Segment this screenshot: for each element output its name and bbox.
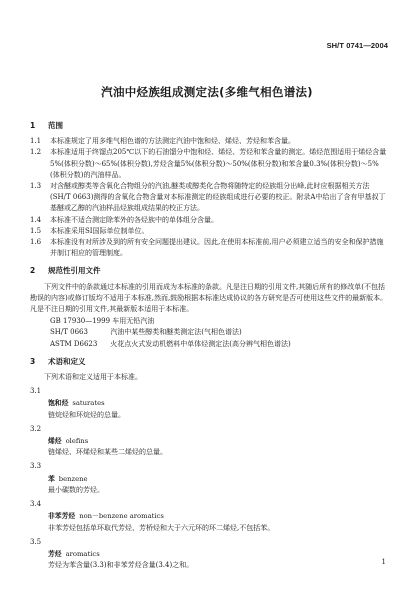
- clause-1-1: [30, 136, 388, 147]
- reference-item: [30, 327, 388, 338]
- term-heading: [30, 436, 388, 447]
- term-heading: [30, 398, 388, 409]
- reference-item: [30, 339, 388, 350]
- section-3-intro: 下列术语和定义适用于本标准。: [44, 373, 142, 382]
- section-heading-1: [30, 120, 388, 131]
- clause-number: 1.3: [30, 182, 42, 191]
- term-3-4: [30, 499, 388, 534]
- term-number: 3.2: [30, 424, 42, 433]
- term-definition: 芳烃为苯含量(3.3)和非苯芳烃含量(3.4)之和。: [48, 561, 194, 570]
- reference-title: 火花点火式发动机燃料中单体烃测定法(高分辨气相色谱法): [110, 339, 291, 348]
- term-heading: [30, 549, 388, 560]
- section-number: 3: [30, 356, 36, 366]
- clause-text: 对含醚或醇类等含氧化合物组分的汽油,醚类或醇类化合物将随特定的烃族组分出峰,此时应根据相关方法(SH/T 0663)测得的含氧化合物含量对本标准测定的烃族组成进行必要的校正。附录A中给出了含有甲基叔丁基醚或乙醇的汽油样品烃族组成结果的校正方法。: [50, 182, 386, 213]
- term-3-3: [30, 461, 388, 496]
- page-number: 1: [381, 558, 386, 566]
- clause-number: 1.4: [30, 215, 42, 224]
- term-heading: [30, 474, 388, 485]
- clause-text: 本标准没有对所涉及到的所有安全问题提出建议。因此,在使用本标准前,用户必须建立适当的安全和保护措施并制订相应的管理制度。: [50, 238, 384, 258]
- reference-title: 车用无铅汽油: [112, 317, 155, 326]
- clause-text: 本标准适用于终馏点205℃以下的石油馏分中饱和烃、烯烃、芳烃和苯含量的测定。烯烃范围适用于烯烃含量5%(体积分数)～65%(体积分数),芳烃含量5%(体积分数)～50%(体积分数)和苯含量0.3%(体积分数)～5%(体积分数)的汽油样品。: [50, 148, 387, 179]
- term-zh: 芳烃: [48, 549, 62, 558]
- clause-number: 1.5: [30, 226, 42, 235]
- reference-list: [30, 316, 388, 350]
- term-en: saturates: [72, 399, 105, 408]
- clause-1-3: [30, 181, 388, 215]
- clause-number: 1.6: [30, 238, 42, 247]
- term-3-1: [30, 386, 388, 421]
- term-3-5: [30, 537, 388, 572]
- term-zh: 苯: [48, 474, 55, 483]
- clause-1-5: [30, 226, 388, 237]
- reference-code: ASTM D6623: [50, 339, 98, 348]
- term-en: non－benzene aromatics: [79, 512, 164, 521]
- term-zh: 饱和烃: [48, 399, 69, 408]
- reference-code: GB 17930—1999: [50, 317, 111, 326]
- term-definition: 链烯烃、环烯烃和某些二烯烃的总量。: [48, 448, 167, 457]
- clause-text: 本标准采用SI国际单位制单位。: [50, 226, 149, 235]
- clause-1-4: [30, 215, 388, 226]
- term-number: 3.1: [30, 387, 42, 396]
- clause-1-6: [30, 237, 388, 259]
- section-title: 范围: [48, 121, 63, 130]
- clause-text: 本标准规定了用多维气相色谱的方法测定汽油中饱和烃、烯烃、芳烃和苯含量。: [50, 137, 295, 146]
- clause-text: 本标准不适合测定除苯外的各烃族中的单体组分含量。: [50, 215, 218, 224]
- document-body: [30, 120, 388, 571]
- term-definition: 非苯芳烃包括单环取代芳烃、芳桥烃和大于六元环的环二烯烃,不包括苯。: [48, 523, 275, 532]
- term-en: olefins: [65, 437, 89, 446]
- section-number: 1: [30, 121, 36, 130]
- section-2-intro: 下列文件中的条款通过本标准的引用而成为本标准的条款。凡是注日期的引用文件,其随后所有的修改单(不包括勘误的内容)或修订版均不适用于本标准,然而,鼓励根据本标准达成协议的各方研究是否可使用这些文件的最新版本。凡是不注日期的引用文件,其最新版本适用于本标准。: [30, 282, 388, 314]
- section-title: 术语和定义: [48, 356, 86, 366]
- term-number: 3.3: [30, 462, 42, 471]
- clause-number: 1.1: [30, 137, 42, 146]
- section-number: 2: [30, 266, 36, 276]
- section-heading-2: [30, 265, 388, 276]
- reference-code: SH/T 0663: [50, 328, 88, 337]
- term-en: benzene: [58, 474, 88, 483]
- term-definition: 最小碳数的芳烃。: [48, 485, 104, 494]
- standard-code: SH/T 0741—2004: [326, 41, 388, 50]
- clause-number: 1.2: [30, 148, 42, 157]
- term-heading: [30, 511, 388, 522]
- reference-title: 汽油中某些醇类和醚类测定法(气相色谱法): [110, 328, 242, 337]
- term-number: 3.4: [30, 500, 42, 509]
- section-title: 规范性引用文件: [48, 266, 101, 276]
- term-en: aromatics: [65, 549, 100, 558]
- reference-item: [30, 316, 388, 327]
- term-definition: 链烷烃和环烷烃的总量。: [48, 410, 125, 419]
- term-zh: 烯烃: [48, 437, 62, 446]
- term-number: 3.5: [30, 537, 42, 546]
- term-3-2: [30, 424, 388, 459]
- document-title: 汽油中烃族组成测定法(多维气相色谱法): [101, 85, 313, 99]
- section-heading-3: [30, 356, 388, 367]
- clause-1-2: [30, 147, 388, 181]
- term-zh: 非苯芳烃: [48, 512, 76, 521]
